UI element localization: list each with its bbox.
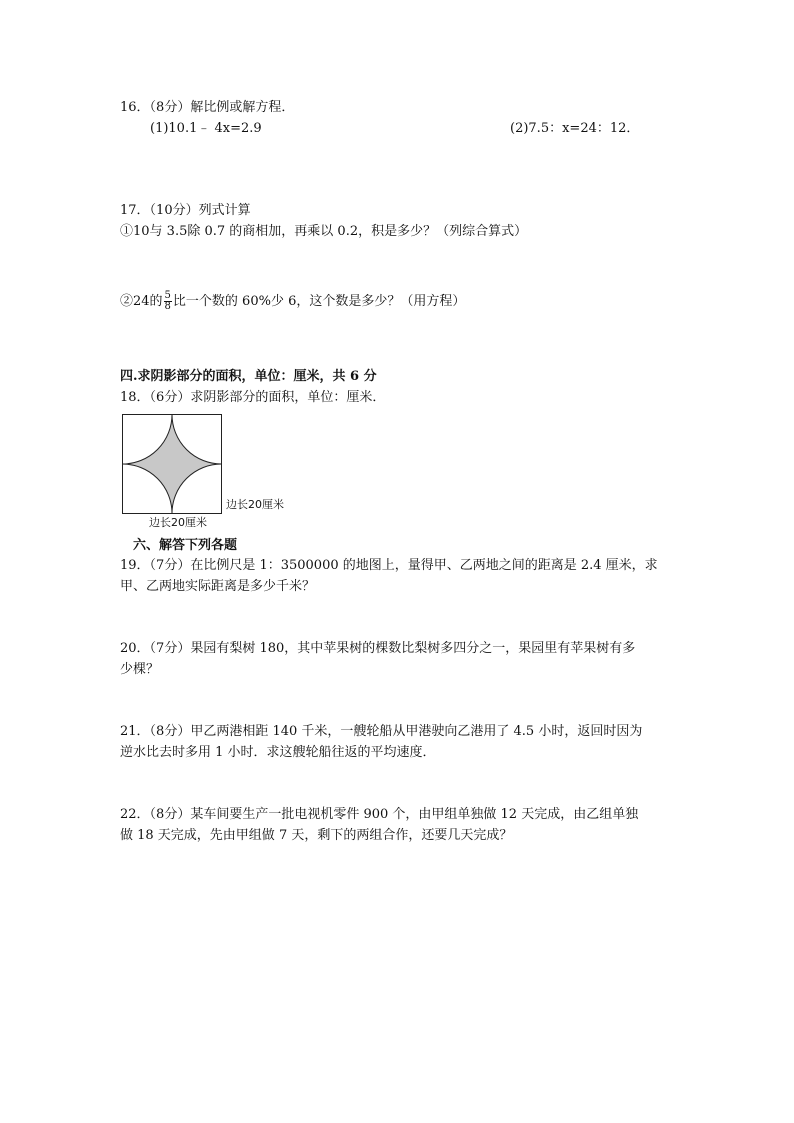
- q16-part2: (2)7.5：x=24：12．: [510, 121, 640, 136]
- fraction-denominator: 8: [164, 301, 171, 312]
- q17-item2-prefix: ②24的: [120, 294, 163, 309]
- q21-line2: 逆水比去时多用 1 小时．求这艘轮船往返的平均速度．: [120, 745, 436, 760]
- q17-item2-suffix: 比一个数的 60%少 6，这个数是多少？（用方程）: [172, 294, 466, 309]
- q22-line1: 22．（8分）某车间要生产一批电视机零件 900 个，由甲组单独做 12 天完成，由乙组单独: [120, 807, 639, 822]
- q16-part1: (1)10.1﹣ 4x=2.9: [150, 121, 262, 136]
- fraction-numerator: 5: [164, 290, 171, 301]
- q17-item1: ①10与 3.5除 0.7 的商相加，再乘以 0.2，积是多少？（列综合算式）: [120, 224, 528, 239]
- q16-title: 16．（8分）解比例或解方程．: [120, 100, 295, 115]
- q22-line2: 做 18 天完成，先由甲组做 7 天，剩下的两组合作，还要几天完成？: [120, 828, 513, 843]
- q20-line1: 20．（7分）果园有梨树 180，其中苹果树的棵数比梨树多四分之一，果园里有苹果树有多: [120, 641, 636, 656]
- q21-line1: 21．（8分）甲乙两港相距 140 千米，一艘轮船从甲港驶向乙港用了 4.5 小时，返回时因为: [120, 724, 643, 739]
- q20-line2: 少棵？: [120, 662, 160, 677]
- q17-title: 17．（10分）列式计算: [120, 203, 251, 218]
- q19-line2: 甲、乙两地实际距离是多少千米？: [120, 579, 316, 594]
- shaded-area-figure: [122, 414, 222, 514]
- q18-title: 18．（6分）求阴影部分的面积，单位：厘米．: [120, 390, 386, 405]
- figure-side-label-bottom: 边长20厘米: [149, 516, 207, 529]
- section6-heading: 六、解答下列各题: [133, 538, 238, 553]
- section4-heading: 四.求阴影部分的面积，单位：厘米，共 6 分: [120, 369, 377, 384]
- q17-item2: [120, 291, 465, 312]
- figure-side-label-right: 边长20厘米: [226, 498, 284, 511]
- q19-line1: 19．（7分）在比例尺是 1：3500000 的地图上，量得甲、乙两地之间的距离是 2.4 厘米，求: [120, 558, 658, 573]
- fraction: [164, 291, 172, 312]
